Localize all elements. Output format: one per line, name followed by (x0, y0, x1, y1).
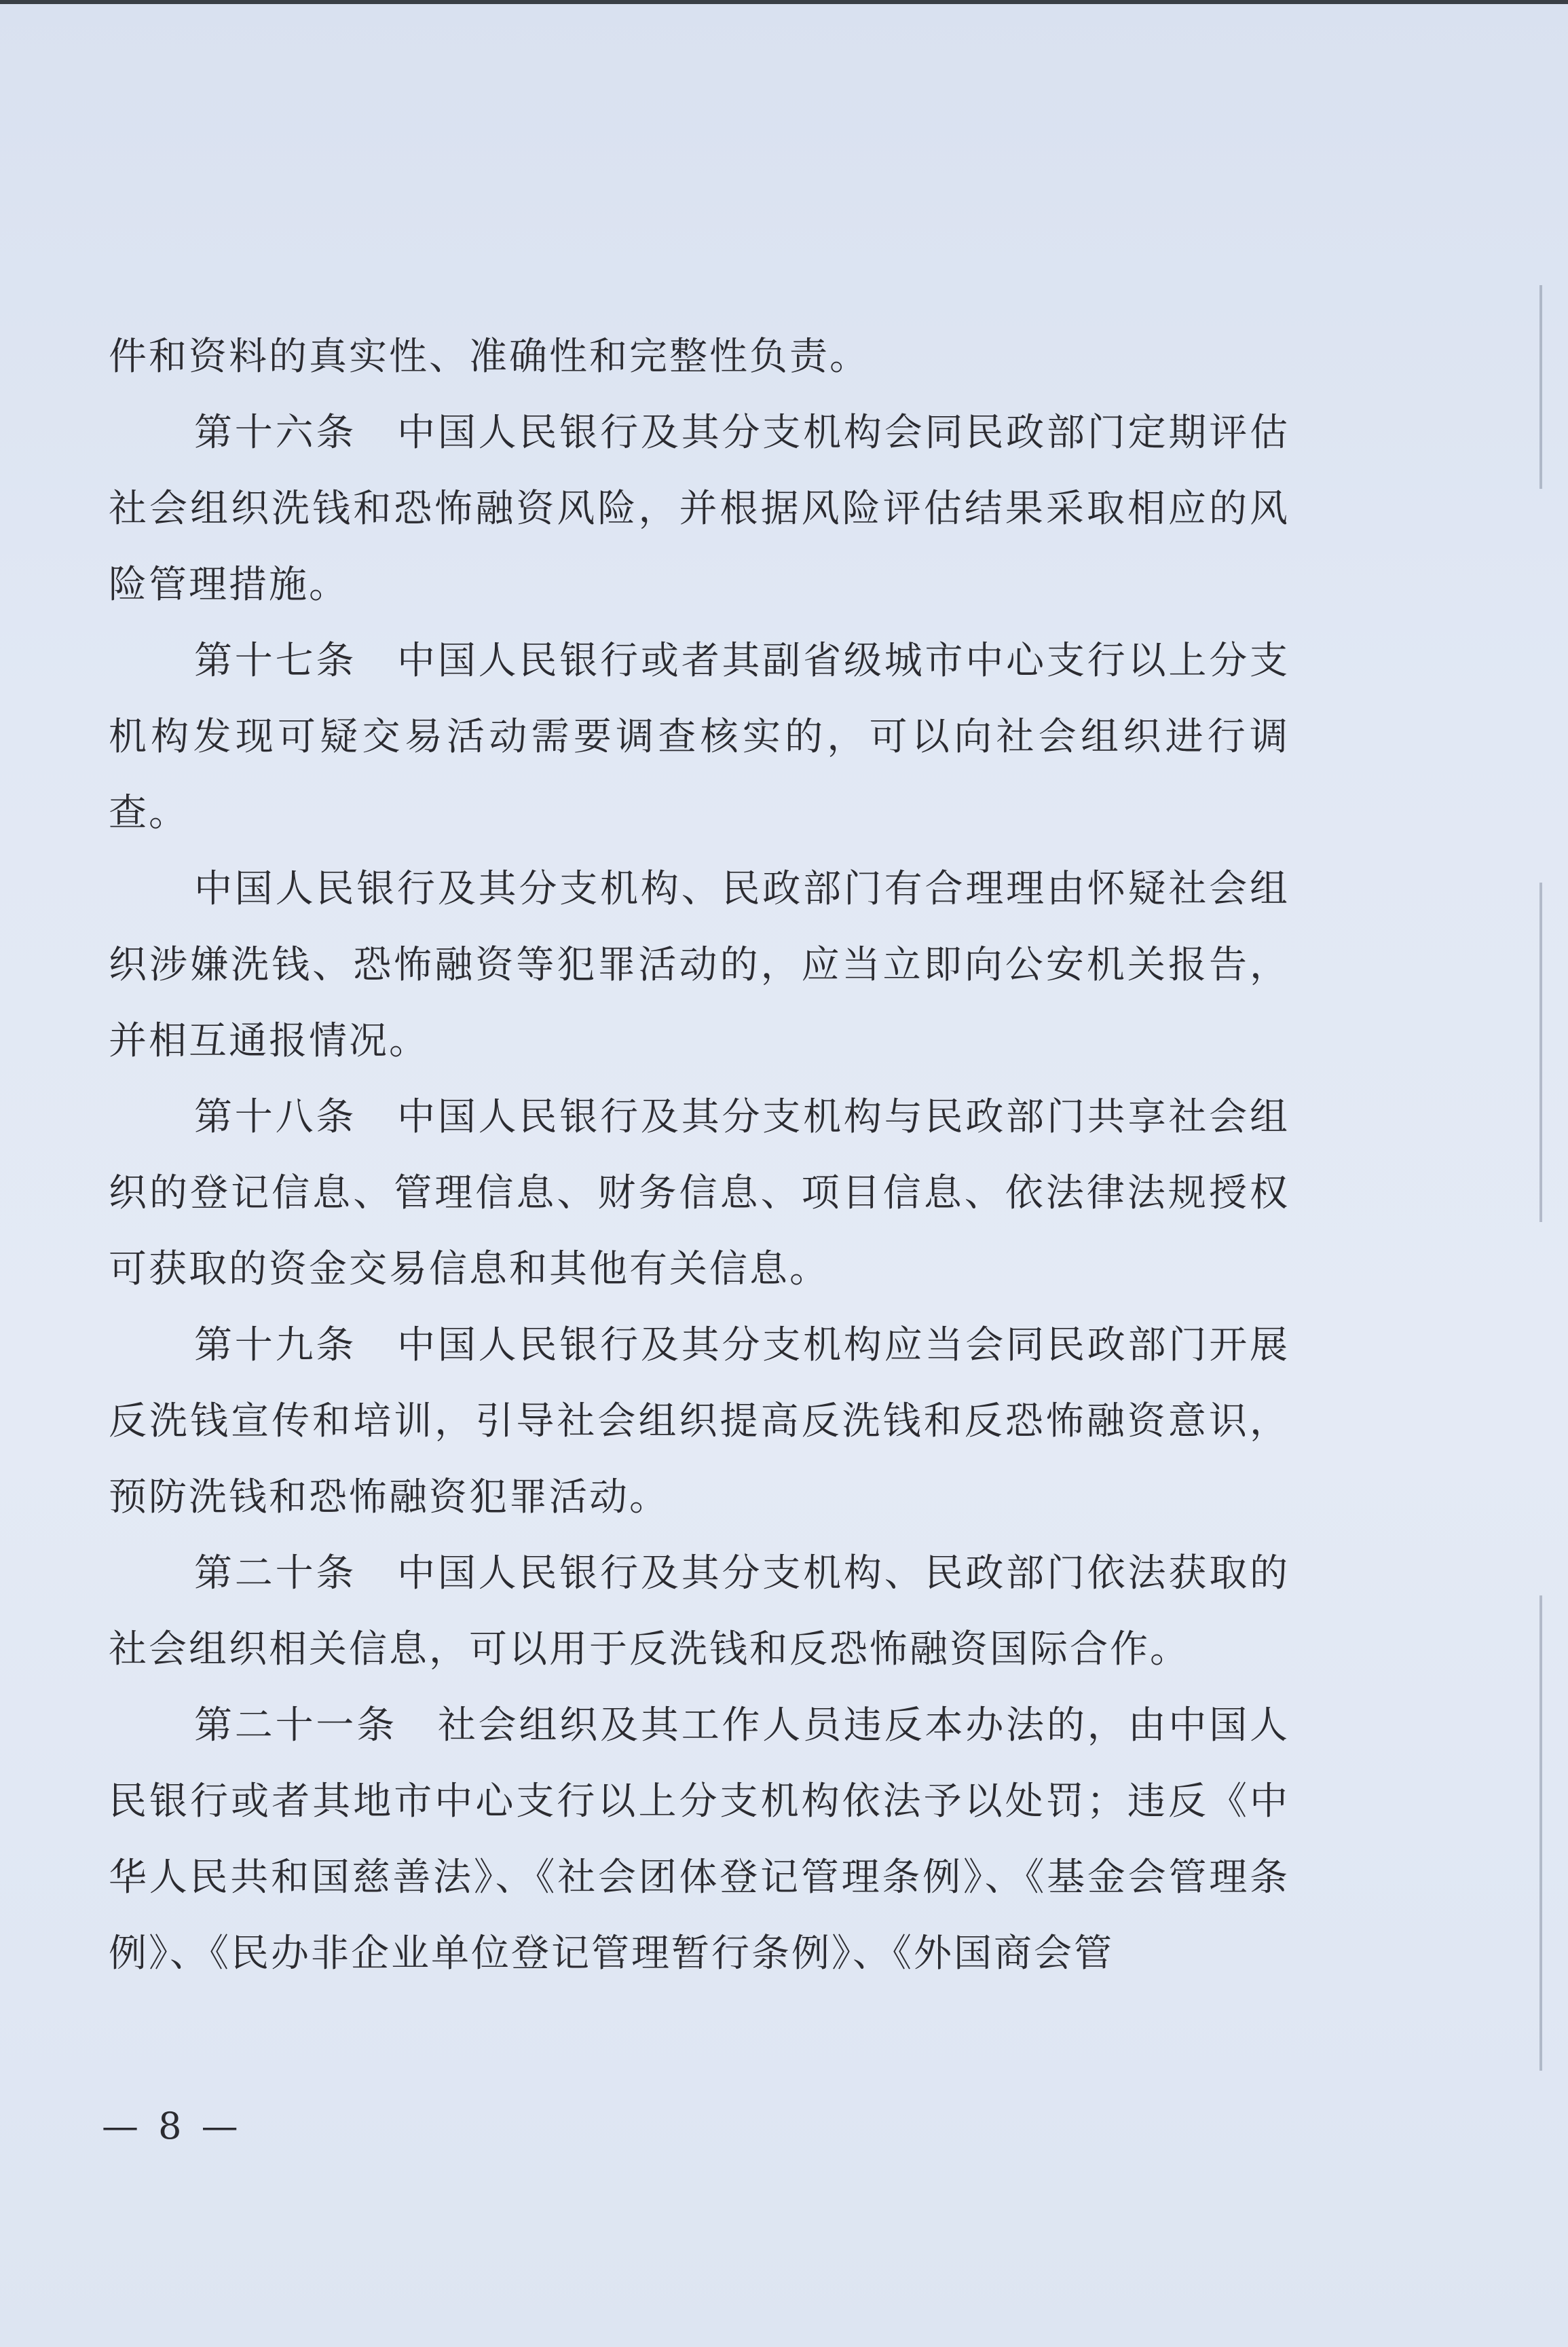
paragraph-article-19: 第十九条 中国人民银行及其分支机构应当会同民政部门开展反洗钱宣传和培训，引导社会组织提高反洗钱和反恐怖融资意识，预防洗钱和恐怖融资犯罪活动。 (109, 1323, 1290, 1519)
paragraph-article-21: 第二十一条 社会组织及其工作人员违反本办法的，由中国人民银行或者其地市中心支行以上分支机构依法予以处罚；违反《中华人民共和国慈善法》、《社会团体登记管理条例》、《基金会管理条例》、《民办非企业单位登记管理暂行条例》、《外国商会管 (109, 1703, 1290, 1976)
paragraph-continuation: 件和资料的真实性、准确性和完整性负责。 (109, 335, 870, 379)
paragraph-article-20: 第二十条 中国人民银行及其分支机构、民政部门依法获取的社会组织相关信息，可以用于反洗钱和反恐怖融资国际合作。 (109, 1551, 1290, 1671)
page-number: — 8 — (102, 2105, 242, 2147)
paragraph-article-18: 第十八条 中国人民银行及其分支机构与民政部门共享社会组织的登记信息、管理信息、财务信息、项目信息、依法律法规授权可获取的资金交易信息和其他有关信息。 (109, 1095, 1290, 1291)
document-body (109, 319, 1290, 1992)
scan-edge-mark (1539, 883, 1542, 1222)
paragraph-article-17-clause-2: 中国人民银行及其分支机构、民政部门有合理理由怀疑社会组织涉嫌洗钱、恐怖融资等犯罪活动的，应当立即向公安机关报告，并相互通报情况。 (109, 867, 1290, 1063)
paragraph-article-16: 第十六条 中国人民银行及其分支机构会同民政部门定期评估社会组织洗钱和恐怖融资风险，并根据风险评估结果采取相应的风险管理措施。 (109, 411, 1290, 607)
paragraph-article-17: 第十七条 中国人民银行或者其副省级城市中心支行以上分支机构发现可疑交易活动需要调查核实的，可以向社会组织进行调查。 (109, 639, 1290, 835)
scan-edge-mark (1539, 285, 1542, 489)
scan-top-edge (0, 0, 1568, 4)
scan-edge-mark (1539, 1595, 1542, 2071)
